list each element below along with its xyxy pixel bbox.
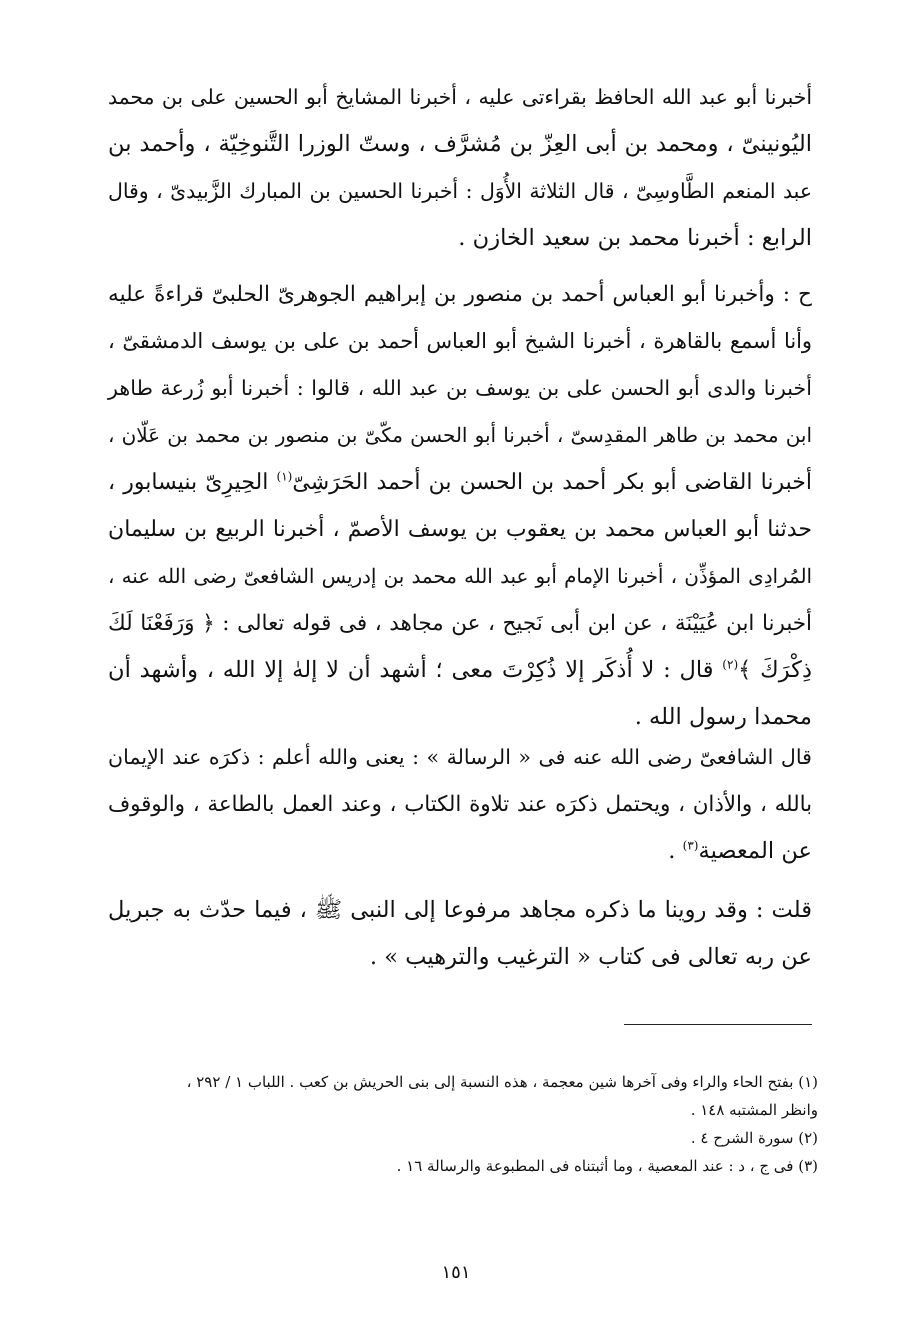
footnote-2: (٢) سورة الشرح ٤ . <box>690 1129 818 1147</box>
text-line: عبد المنعم الطَّاوسِىّ ، قال الثلاثة الأُوَل : أخبرنا الحسين بن المبارك الزَّبيدىّ ، وقال <box>108 179 812 203</box>
line-text: قال : لا أُذكَر إلا ذُكِرْتَ معى ؛ أشهد أن لا إلهٰ إلا الله ، وأشهد أن <box>108 657 714 683</box>
text-line <box>108 828 812 875</box>
text-line: قال الشافعىّ رضى الله عنه فى « الرسالة » : يعنى والله أعلم : ذكرَه عند الإيمان <box>108 745 812 769</box>
paragraph-1 <box>108 74 812 262</box>
text-line: حدثنا أبو العباس محمد بن يعقوب بن يوسف الأصمّ ، أخبرنا الربيع بن سليمان <box>108 517 812 542</box>
paragraph-3 <box>108 734 812 875</box>
text-line: المُرادِى المؤذِّن ، أخبرنا الإمام أبو عبد الله محمد بن إدريس الشافعىّ رضى الله عنه ، <box>108 565 812 588</box>
footnote-ref-1: (١) <box>276 469 293 484</box>
text-line: عن ربه تعالى فى كتاب « الترغيب والترهيب » . <box>369 944 812 970</box>
footnote-ref-2: (٢) <box>722 657 739 672</box>
text-line: أخبرنا أبو عبد الله الحافظ بقراءتى عليه ، أخبرنا المشايخ أبو الحسين على بن محمد <box>108 85 812 109</box>
footnotes <box>108 1068 818 1180</box>
paragraph-2 <box>108 271 812 741</box>
text-line: أخبرنا ابن عُيَيْنَة ، عن ابن أبى نَجيح ، عن مجاهد ، فى قوله تعالى : ﴿ وَرَفَعْنَا لَكَ <box>108 611 812 636</box>
text-line: الرابع : أخبرنا محمد بن سعيد الخازن . <box>458 225 812 251</box>
line-text: ذِكْرَكَ ﴾ <box>738 657 812 683</box>
page-number: ١٥١ <box>441 1262 471 1283</box>
line-text: أخبرنا القاضى أبو بكر أحمد بن الحسن بن أحمد الحَرَشِىّ <box>292 470 812 495</box>
line-text: الحِيرِىّ بنيسابور ، <box>108 470 269 495</box>
text-line <box>108 647 812 694</box>
text-line: ح : وأخبرنا أبو العباس أحمد بن منصور بن إبراهيم الجوهرىّ الحلبىّ قراءةً عليه <box>108 282 812 307</box>
line-text: عن المعصية <box>698 838 812 864</box>
text-line: وأنا أسمع بالقاهرة ، أخبرنا الشيخ أبو العباس أحمد بن على بن يوسف الدمشقىّ ، <box>108 329 812 353</box>
text-line: محمدا رسول الله . <box>634 704 812 730</box>
text-line: أخبرنا والدى أبو الحسن على بن يوسف بن عبد الله ، قالوا : أخبرنا أبو زُرعة طاهر <box>108 376 812 400</box>
footnote-1-continued: وانظر المشتبه ١٤٨ . <box>690 1101 818 1119</box>
text-line <box>108 459 812 506</box>
footnote-separator <box>624 1024 812 1025</box>
text-line: ابن محمد بن طاهر المقدِسىّ ، أخبرنا أبو الحسن مكّىّ بن منصور بن محمد بن عَلّان ، <box>108 424 812 447</box>
footnote-ref-3: (٣) <box>682 838 699 853</box>
paragraph-4 <box>108 887 812 981</box>
text-line: بالله ، والأذان ، ويحتمل ذكرَه عند تلاوة الكتاب ، وعند العمل بالطاعة ، والوقوف <box>108 792 812 817</box>
text-line: قلت : وقد روينا ما ذكره مجاهد مرفوعا إلى النبى ﷺ ، فيما حدّث به جبريل <box>108 897 812 923</box>
footnote-3: (٣) فى ج ، د : عند المعصية ، وما أثبتناه فى المطبوعة والرسالة ١٦ . <box>396 1157 818 1175</box>
footnote-1: (١) بفتح الحاء والراء وفى آخرها شين معجمة ، هذه النسبة إلى بنى الحريش بن كعب . اللباب ١ / ٢٩٢ ، <box>186 1073 818 1091</box>
text-line: اليُونينىّ ، ومحمد بن أبى العِزّ بن مُشرَّف ، وستّ الوزرا التَّنوخِيّة ، وأحمد بن <box>108 131 812 157</box>
line-text: . <box>668 838 683 864</box>
